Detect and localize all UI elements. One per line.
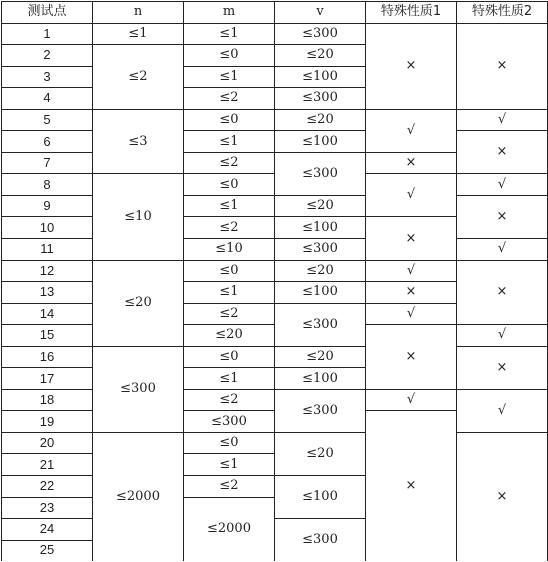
m-cell: ≤0 <box>184 346 275 368</box>
property-2-cell: × <box>457 346 548 389</box>
m-cell: ≤1 <box>184 368 275 390</box>
m-cell: ≤0 <box>184 174 275 196</box>
test-point-id: 3 <box>2 66 93 88</box>
header-property-1: 特殊性质1 <box>366 2 457 24</box>
property-1-cell: × <box>366 325 457 390</box>
property-1-cell: √ <box>366 109 457 152</box>
property-1-cell: × <box>366 23 457 109</box>
v-cell: ≤300 <box>275 23 366 45</box>
property-2-cell: √ <box>457 389 548 432</box>
m-cell: ≤300 <box>184 411 275 433</box>
v-cell: ≤100 <box>275 282 366 304</box>
test-point-id: 5 <box>2 109 93 131</box>
n-cell: ≤1 <box>93 23 184 45</box>
table-row <box>2 346 548 368</box>
test-point-id: 18 <box>2 389 93 411</box>
test-point-id: 16 <box>2 346 93 368</box>
test-point-id: 9 <box>2 195 93 217</box>
v-cell: ≤20 <box>275 432 366 475</box>
n-cell: ≤300 <box>93 346 184 432</box>
test-point-id: 21 <box>2 454 93 476</box>
m-cell: ≤1 <box>184 23 275 45</box>
test-point-id: 14 <box>2 303 93 325</box>
m-cell: ≤1 <box>184 66 275 88</box>
test-point-id: 2 <box>2 45 93 67</box>
test-points-table <box>1 1 548 561</box>
test-point-id: 7 <box>2 152 93 174</box>
property-1-cell: × <box>366 217 457 260</box>
test-point-id: 4 <box>2 88 93 110</box>
test-point-id: 20 <box>2 432 93 454</box>
v-cell: ≤300 <box>275 303 366 346</box>
table-row <box>2 389 548 411</box>
header-v: v <box>275 2 366 24</box>
table-row <box>2 131 548 153</box>
table-row <box>2 239 548 261</box>
property-1-cell: × <box>366 282 457 304</box>
property-2-cell: × <box>457 260 548 325</box>
m-cell: ≤1 <box>184 454 275 476</box>
v-cell: ≤300 <box>275 519 366 562</box>
v-cell: ≤300 <box>275 239 366 261</box>
m-cell: ≤2000 <box>184 497 275 561</box>
header-n: n <box>93 2 184 24</box>
header-row <box>2 2 548 24</box>
table-row <box>2 195 548 217</box>
header-property-2: 特殊性质2 <box>457 2 548 24</box>
n-cell: ≤20 <box>93 260 184 346</box>
table-row <box>2 260 548 282</box>
property-2-cell: √ <box>457 174 548 196</box>
v-cell: ≤300 <box>275 389 366 432</box>
m-cell: ≤2 <box>184 152 275 174</box>
m-cell: ≤2 <box>184 476 275 498</box>
test-point-id: 6 <box>2 131 93 153</box>
v-cell: ≤100 <box>275 476 366 519</box>
m-cell: ≤1 <box>184 195 275 217</box>
property-1-cell: √ <box>366 260 457 282</box>
m-cell: ≤0 <box>184 45 275 67</box>
property-2-cell: × <box>457 432 548 561</box>
m-cell: ≤10 <box>184 239 275 261</box>
n-cell: ≤2000 <box>93 432 184 561</box>
property-1-cell: × <box>366 411 457 561</box>
v-cell: ≤100 <box>275 131 366 153</box>
property-2-cell: × <box>457 23 548 109</box>
test-point-id: 24 <box>2 519 93 541</box>
m-cell: ≤1 <box>184 282 275 304</box>
m-cell: ≤2 <box>184 88 275 110</box>
test-point-id: 17 <box>2 368 93 390</box>
test-point-id: 15 <box>2 325 93 347</box>
m-cell: ≤2 <box>184 217 275 239</box>
property-1-cell: √ <box>366 303 457 325</box>
test-point-id: 1 <box>2 23 93 45</box>
table-row <box>2 432 548 454</box>
v-cell: ≤100 <box>275 66 366 88</box>
property-1-cell: × <box>366 152 457 174</box>
m-cell: ≤1 <box>184 131 275 153</box>
m-cell: ≤0 <box>184 260 275 282</box>
v-cell: ≤100 <box>275 217 366 239</box>
v-cell: ≤100 <box>275 368 366 390</box>
property-1-cell: √ <box>366 174 457 217</box>
table-row <box>2 23 548 45</box>
m-cell: ≤2 <box>184 303 275 325</box>
test-point-id: 22 <box>2 476 93 498</box>
v-cell: ≤20 <box>275 195 366 217</box>
table-row <box>2 109 548 131</box>
property-2-cell: √ <box>457 109 548 131</box>
v-cell: ≤20 <box>275 45 366 67</box>
v-cell: ≤20 <box>275 346 366 368</box>
header-test-point: 测试点 <box>2 2 93 24</box>
property-1-cell: √ <box>366 389 457 411</box>
property-2-cell: √ <box>457 239 548 261</box>
property-2-cell: × <box>457 195 548 238</box>
property-2-cell: × <box>457 131 548 174</box>
n-cell: ≤2 <box>93 45 184 110</box>
test-point-id: 13 <box>2 282 93 304</box>
m-cell: ≤20 <box>184 325 275 347</box>
m-cell: ≤0 <box>184 432 275 454</box>
m-cell: ≤0 <box>184 109 275 131</box>
property-2-cell: √ <box>457 325 548 347</box>
n-cell: ≤10 <box>93 174 184 260</box>
test-point-id: 8 <box>2 174 93 196</box>
v-cell: ≤20 <box>275 109 366 131</box>
test-point-id: 25 <box>2 540 93 561</box>
header-m: m <box>184 2 275 24</box>
test-point-id: 10 <box>2 217 93 239</box>
test-point-id: 19 <box>2 411 93 433</box>
test-point-id: 23 <box>2 497 93 519</box>
m-cell: ≤2 <box>184 389 275 411</box>
test-point-id: 12 <box>2 260 93 282</box>
test-point-id: 11 <box>2 239 93 261</box>
n-cell: ≤3 <box>93 109 184 174</box>
v-cell: ≤20 <box>275 260 366 282</box>
v-cell: ≤300 <box>275 88 366 110</box>
v-cell: ≤300 <box>275 152 366 195</box>
